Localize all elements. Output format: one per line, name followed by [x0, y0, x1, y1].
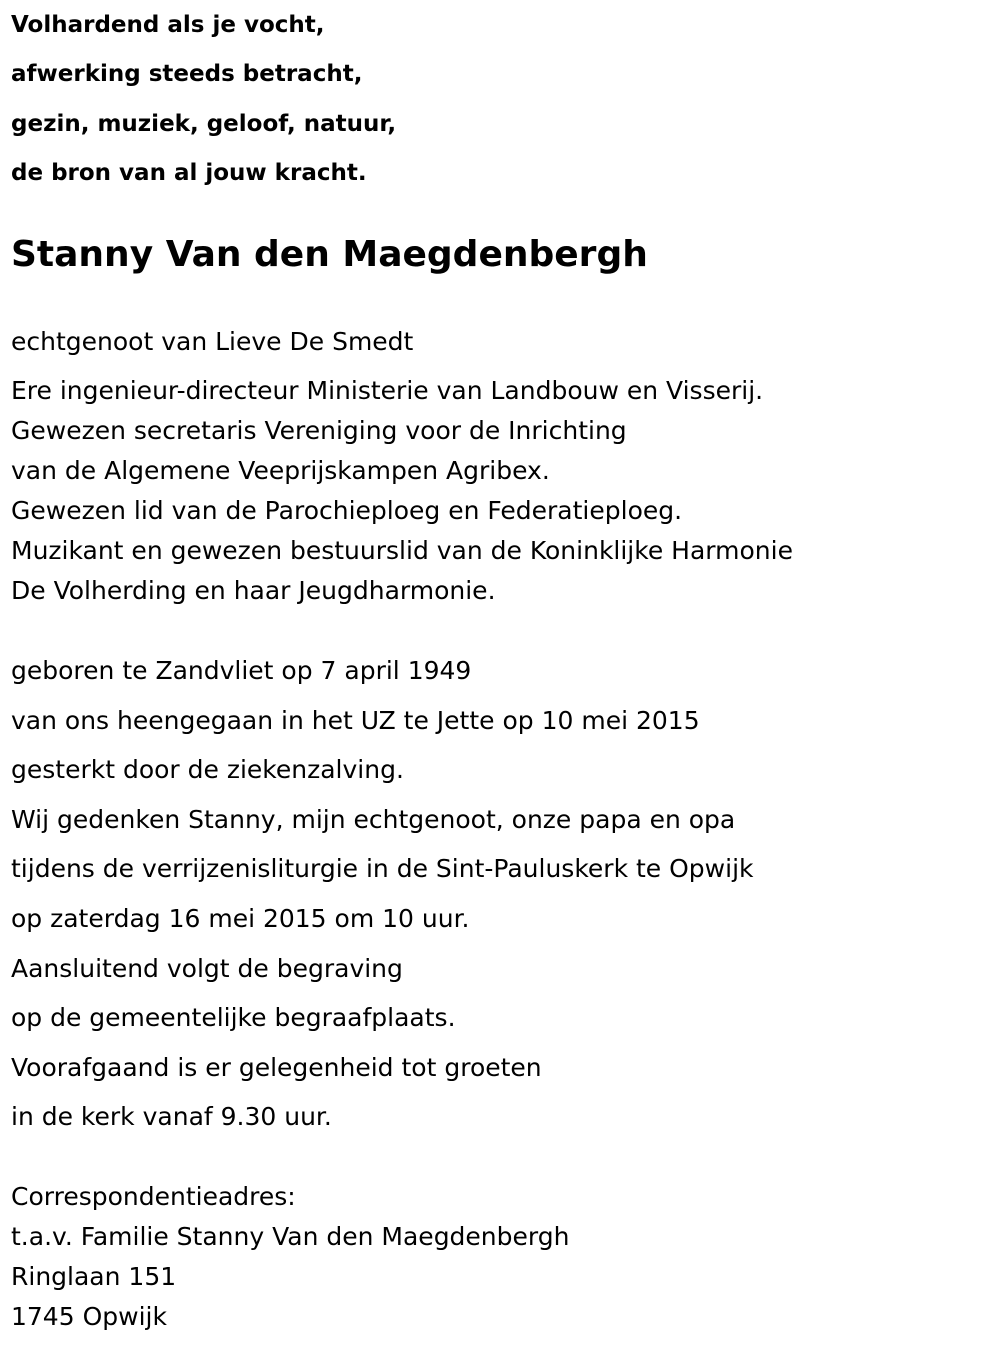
deceased-name: Stanny Van den Maegdenbergh — [11, 234, 648, 275]
detail-line: op zaterdag 16 mei 2015 om 10 uur. — [11, 904, 470, 933]
career-line: Gewezen secretaris Vereniging voor de Inrichting — [11, 416, 627, 445]
correspondence-line: t.a.v. Familie Stanny Van den Maegdenbergh — [11, 1222, 570, 1251]
detail-line: in de kerk vanaf 9.30 uur. — [11, 1102, 332, 1131]
career-line: Gewezen lid van de Parochieploeg en Federatieploeg. — [11, 496, 683, 525]
career-line: Ere ingenieur-directeur Ministerie van Landbouw en Visserij. — [11, 376, 764, 405]
detail-line: Voorafgaand is er gelegenheid tot groeten — [11, 1053, 542, 1082]
detail-line: geboren te Zandvliet op 7 april 1949 — [11, 656, 472, 685]
poem-line: de bron van al jouw kracht. — [11, 160, 367, 186]
detail-line: van ons heengegaan in het UZ te Jette op 10 mei 2015 — [11, 706, 700, 735]
career-line: De Volherding en haar Jeugdharmonie. — [11, 576, 496, 605]
detail-line: Aansluitend volgt de begraving — [11, 954, 403, 983]
career-line: van de Algemene Veeprijskampen Agribex. — [11, 456, 550, 485]
career-line: Muzikant en gewezen bestuurslid van de Koninklijke Harmonie — [11, 536, 793, 565]
spouse-line: echtgenoot van Lieve De Smedt — [11, 327, 414, 356]
poem-line: afwerking steeds betracht, — [11, 61, 363, 87]
poem-line: Volhardend als je vocht, — [11, 12, 325, 38]
poem-line: gezin, muziek, geloof, natuur, — [11, 111, 397, 137]
detail-line: gesterkt door de ziekenzalving. — [11, 755, 404, 784]
correspondence-heading: Correspondentieadres: — [11, 1182, 296, 1211]
detail-line: tijdens de verrijzenisliturgie in de Sint-Pauluskerk te Opwijk — [11, 854, 754, 883]
correspondence-line: 1745 Opwijk — [11, 1302, 167, 1331]
correspondence-line: Ringlaan 151 — [11, 1262, 177, 1291]
detail-line: Wij gedenken Stanny, mijn echtgenoot, onze papa en opa — [11, 805, 736, 834]
detail-line: op de gemeentelijke begraafplaats. — [11, 1003, 456, 1032]
